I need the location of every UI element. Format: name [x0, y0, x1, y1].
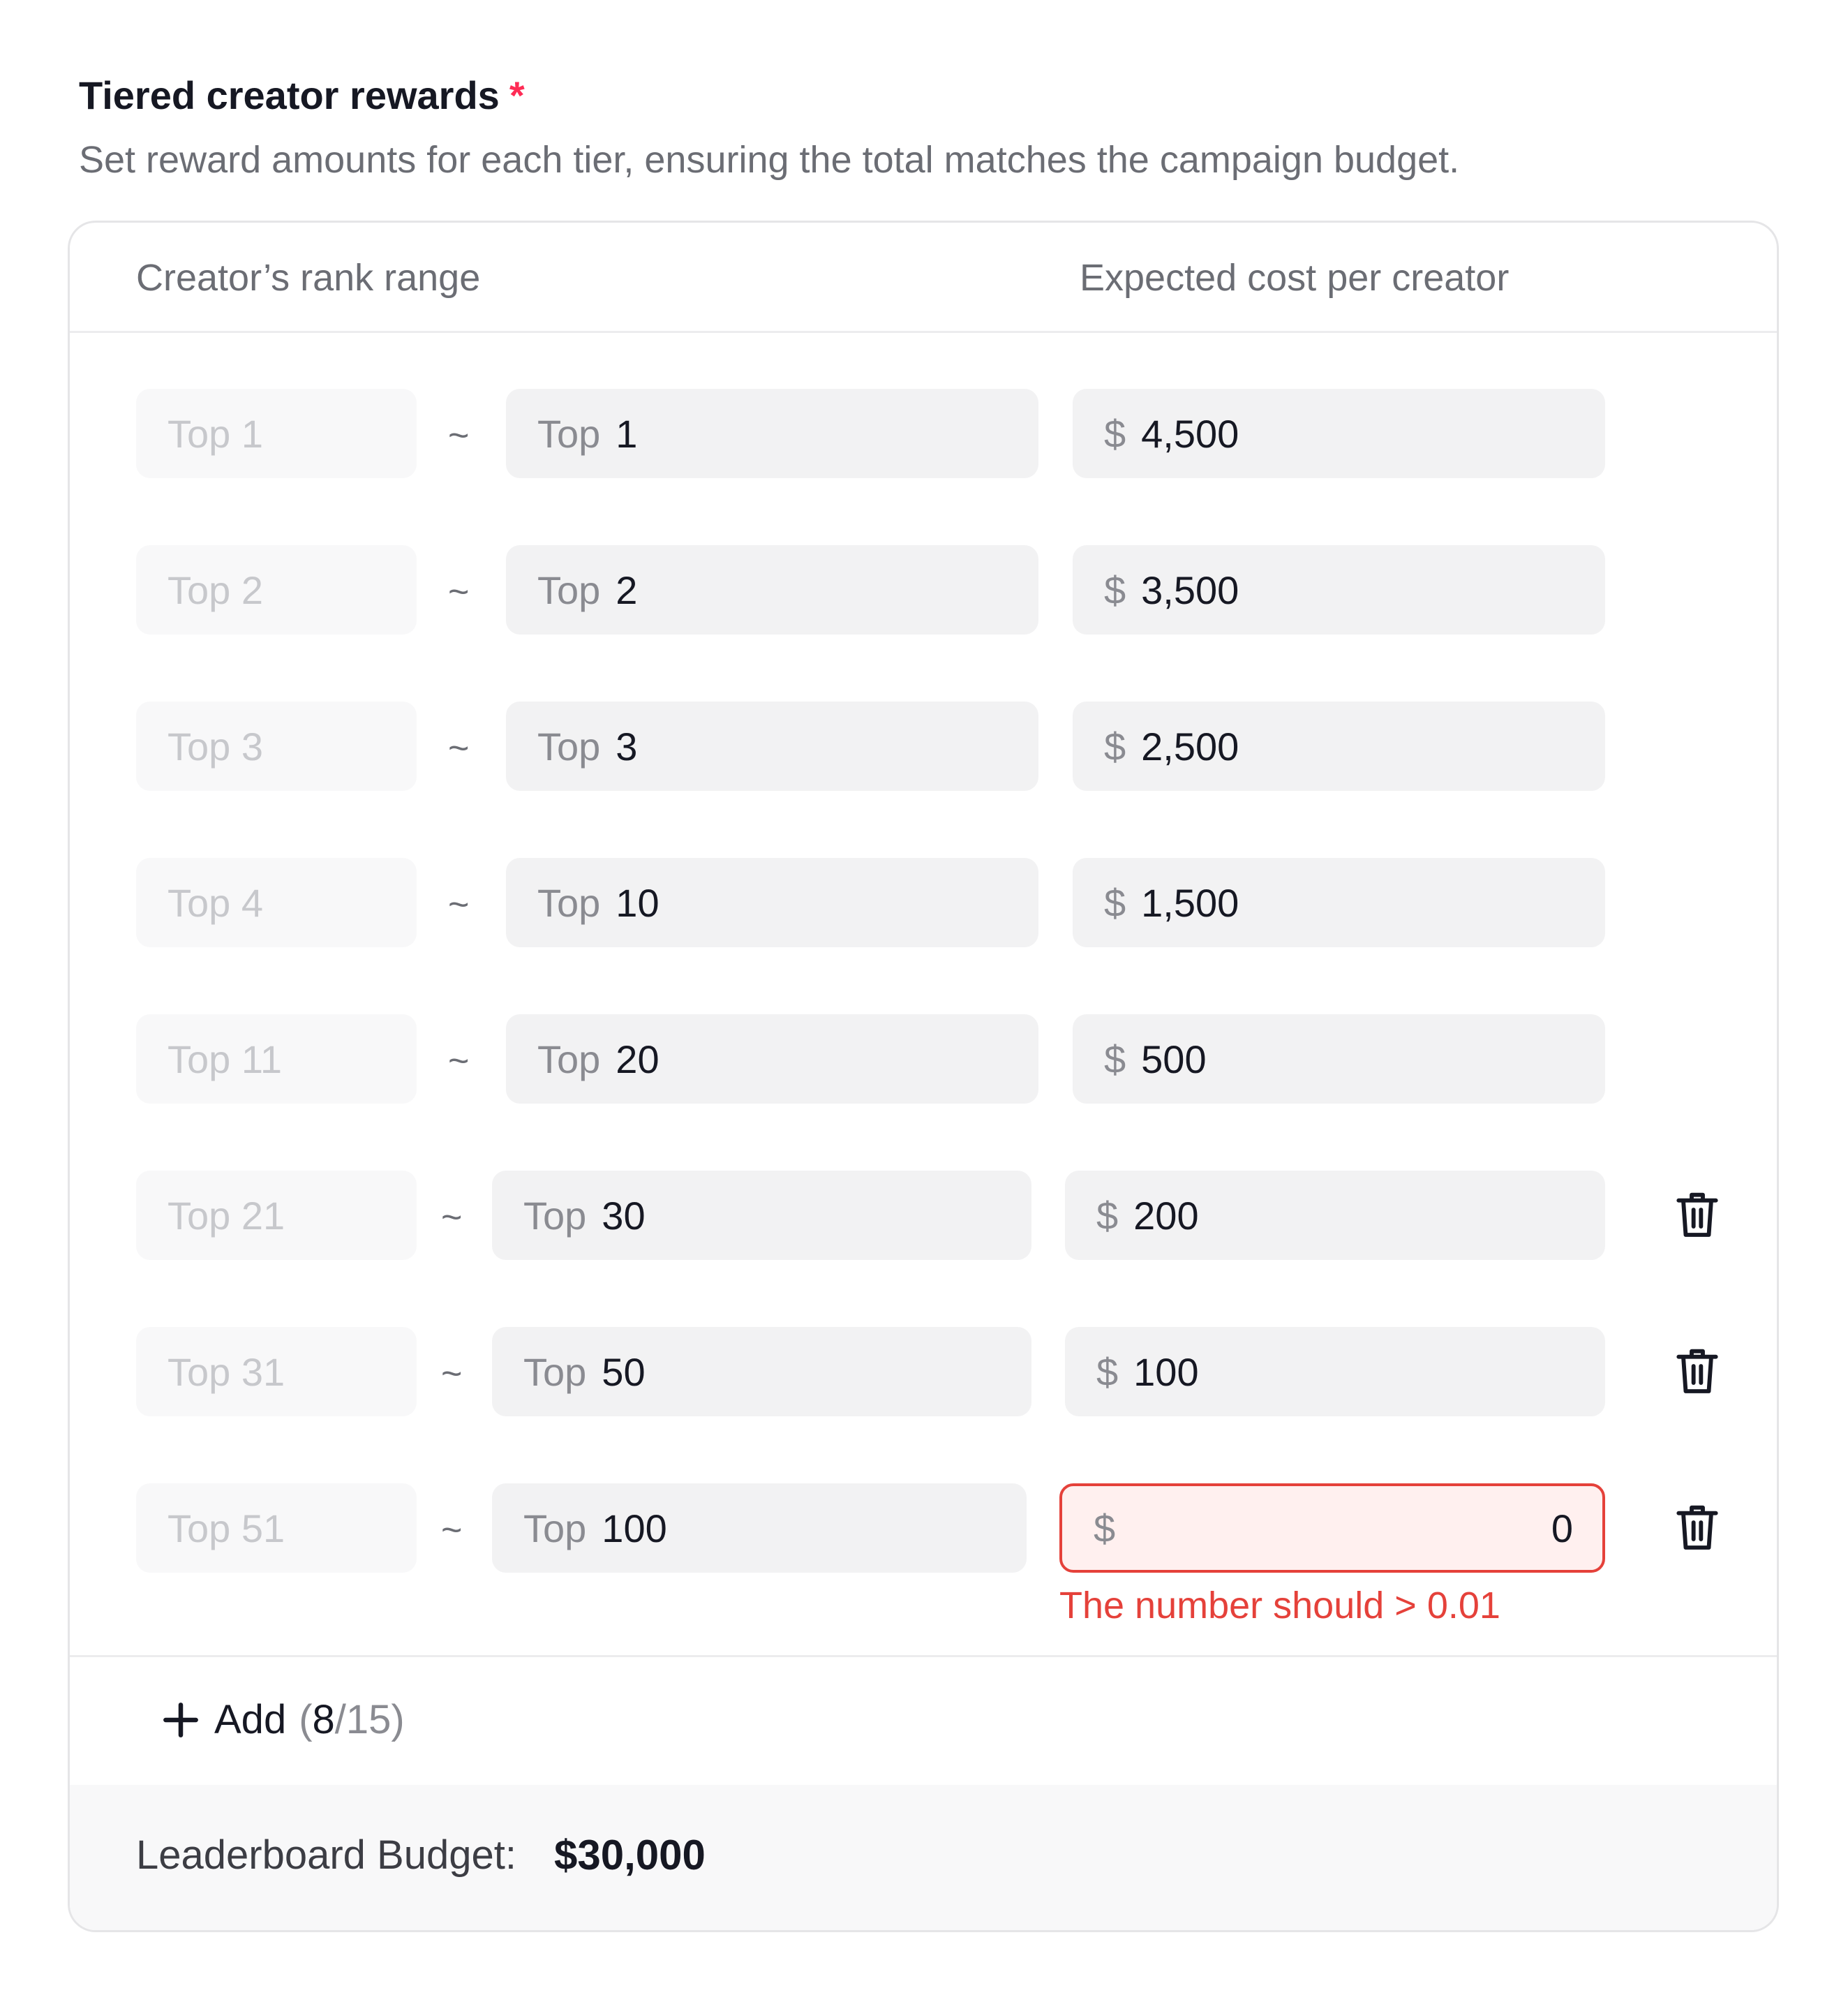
rank-max-value: 3 — [616, 724, 638, 769]
section-title — [79, 73, 525, 119]
currency-symbol: $ — [1104, 724, 1126, 769]
section-title-text: Tiered creator rewards — [79, 73, 500, 117]
budget-label: Leaderboard Budget: — [136, 1832, 516, 1878]
cost-value: 100 — [1133, 1349, 1199, 1394]
trash-icon[interactable] — [1675, 1503, 1720, 1553]
rank-prefix: Top — [537, 880, 601, 925]
tier-count — [299, 1697, 405, 1743]
add-label: Add — [214, 1697, 287, 1742]
range-separator: ~ — [448, 1041, 470, 1081]
range-separator: ~ — [441, 1197, 463, 1238]
cost-value: 0 — [1551, 1506, 1573, 1550]
currency-symbol: $ — [1094, 1506, 1116, 1550]
rank-max-value: 1 — [616, 411, 638, 456]
range-separator: ~ — [448, 884, 470, 925]
rank-min-field: Top 11 — [136, 1014, 417, 1104]
cost-value: 500 — [1141, 1037, 1207, 1081]
rewards-card — [68, 221, 1779, 1932]
tier-count-limit: /15) — [334, 1697, 405, 1742]
currency-symbol: $ — [1104, 411, 1126, 456]
rank-prefix: Top — [523, 1506, 587, 1550]
rank-max-input[interactable] — [492, 1171, 1031, 1260]
rank-max-input[interactable] — [492, 1483, 1027, 1573]
rank-max-value: 30 — [602, 1193, 646, 1238]
header-rank-range: Creator’s rank range — [136, 257, 481, 299]
tier-count-current: 8 — [312, 1697, 335, 1742]
cost-input[interactable] — [1073, 858, 1605, 947]
budget-value: $30,000 — [554, 1832, 706, 1878]
range-separator: ~ — [441, 1354, 463, 1394]
section-title-wrap — [79, 73, 525, 119]
rank-min-field: Top 2 — [136, 545, 417, 635]
cost-input[interactable] — [1065, 1171, 1605, 1260]
rank-max-value: 10 — [616, 880, 660, 925]
rank-min-field: Top 31 — [136, 1327, 417, 1416]
cost-value: 1,500 — [1141, 880, 1239, 925]
trash-icon[interactable] — [1675, 1347, 1720, 1397]
cost-input[interactable] — [1065, 1327, 1605, 1416]
budget-footer — [70, 1785, 1777, 1930]
range-separator: ~ — [448, 728, 470, 769]
rank-max-input[interactable] — [506, 545, 1038, 635]
rank-max-input[interactable] — [506, 389, 1038, 478]
add-tier-button[interactable] — [163, 1697, 405, 1743]
rank-prefix: Top — [523, 1349, 587, 1394]
currency-symbol: $ — [1104, 568, 1126, 612]
rank-min-field: Top 1 — [136, 389, 417, 478]
rank-max-value: 20 — [616, 1037, 660, 1081]
currency-symbol: $ — [1104, 880, 1126, 925]
cost-value: 2,500 — [1141, 724, 1239, 769]
cost-input[interactable] — [1073, 545, 1605, 635]
rank-prefix: Top — [537, 411, 601, 456]
rank-max-input[interactable] — [492, 1327, 1031, 1416]
header-cost: Expected cost per creator — [1080, 257, 1510, 299]
range-separator: ~ — [448, 415, 470, 456]
cost-error-message: The number should > 0.01 — [1059, 1585, 1500, 1626]
rank-max-value: 2 — [616, 568, 638, 612]
range-separator: ~ — [448, 572, 470, 612]
trash-icon[interactable] — [1675, 1190, 1720, 1240]
rank-max-value: 100 — [602, 1506, 667, 1550]
cost-input-error[interactable] — [1059, 1483, 1605, 1573]
cost-input[interactable] — [1073, 389, 1605, 478]
rank-min-field: Top 21 — [136, 1171, 417, 1260]
rank-prefix: Top — [537, 568, 601, 612]
rank-max-input[interactable] — [506, 1014, 1038, 1104]
cost-value: 3,500 — [1141, 568, 1239, 612]
rank-max-input[interactable] — [506, 702, 1038, 791]
rank-prefix: Top — [523, 1193, 587, 1238]
rank-prefix: Top — [537, 1037, 601, 1081]
rank-min-field: Top 4 — [136, 858, 417, 947]
rank-prefix: Top — [537, 724, 601, 769]
plus-icon — [163, 1702, 199, 1738]
cost-value: 200 — [1133, 1193, 1199, 1238]
cost-input[interactable] — [1073, 1014, 1605, 1104]
divider — [70, 1655, 1777, 1657]
rank-max-input[interactable] — [506, 858, 1038, 947]
required-mark: * — [509, 73, 525, 117]
currency-symbol: $ — [1096, 1349, 1119, 1394]
cost-value: 4,500 — [1141, 411, 1239, 456]
tier-count-open: ( — [299, 1697, 313, 1742]
cost-input[interactable] — [1073, 702, 1605, 791]
rank-min-field: Top 51 — [136, 1483, 417, 1573]
currency-symbol: $ — [1096, 1193, 1119, 1238]
rank-max-value: 50 — [602, 1349, 646, 1394]
range-separator: ~ — [441, 1510, 463, 1550]
section-subtitle: Set reward amounts for each tier, ensuring the total matches the campaign budget. — [79, 139, 1460, 181]
table-header — [70, 223, 1777, 333]
currency-symbol: $ — [1104, 1037, 1126, 1081]
rank-min-field: Top 3 — [136, 702, 417, 791]
